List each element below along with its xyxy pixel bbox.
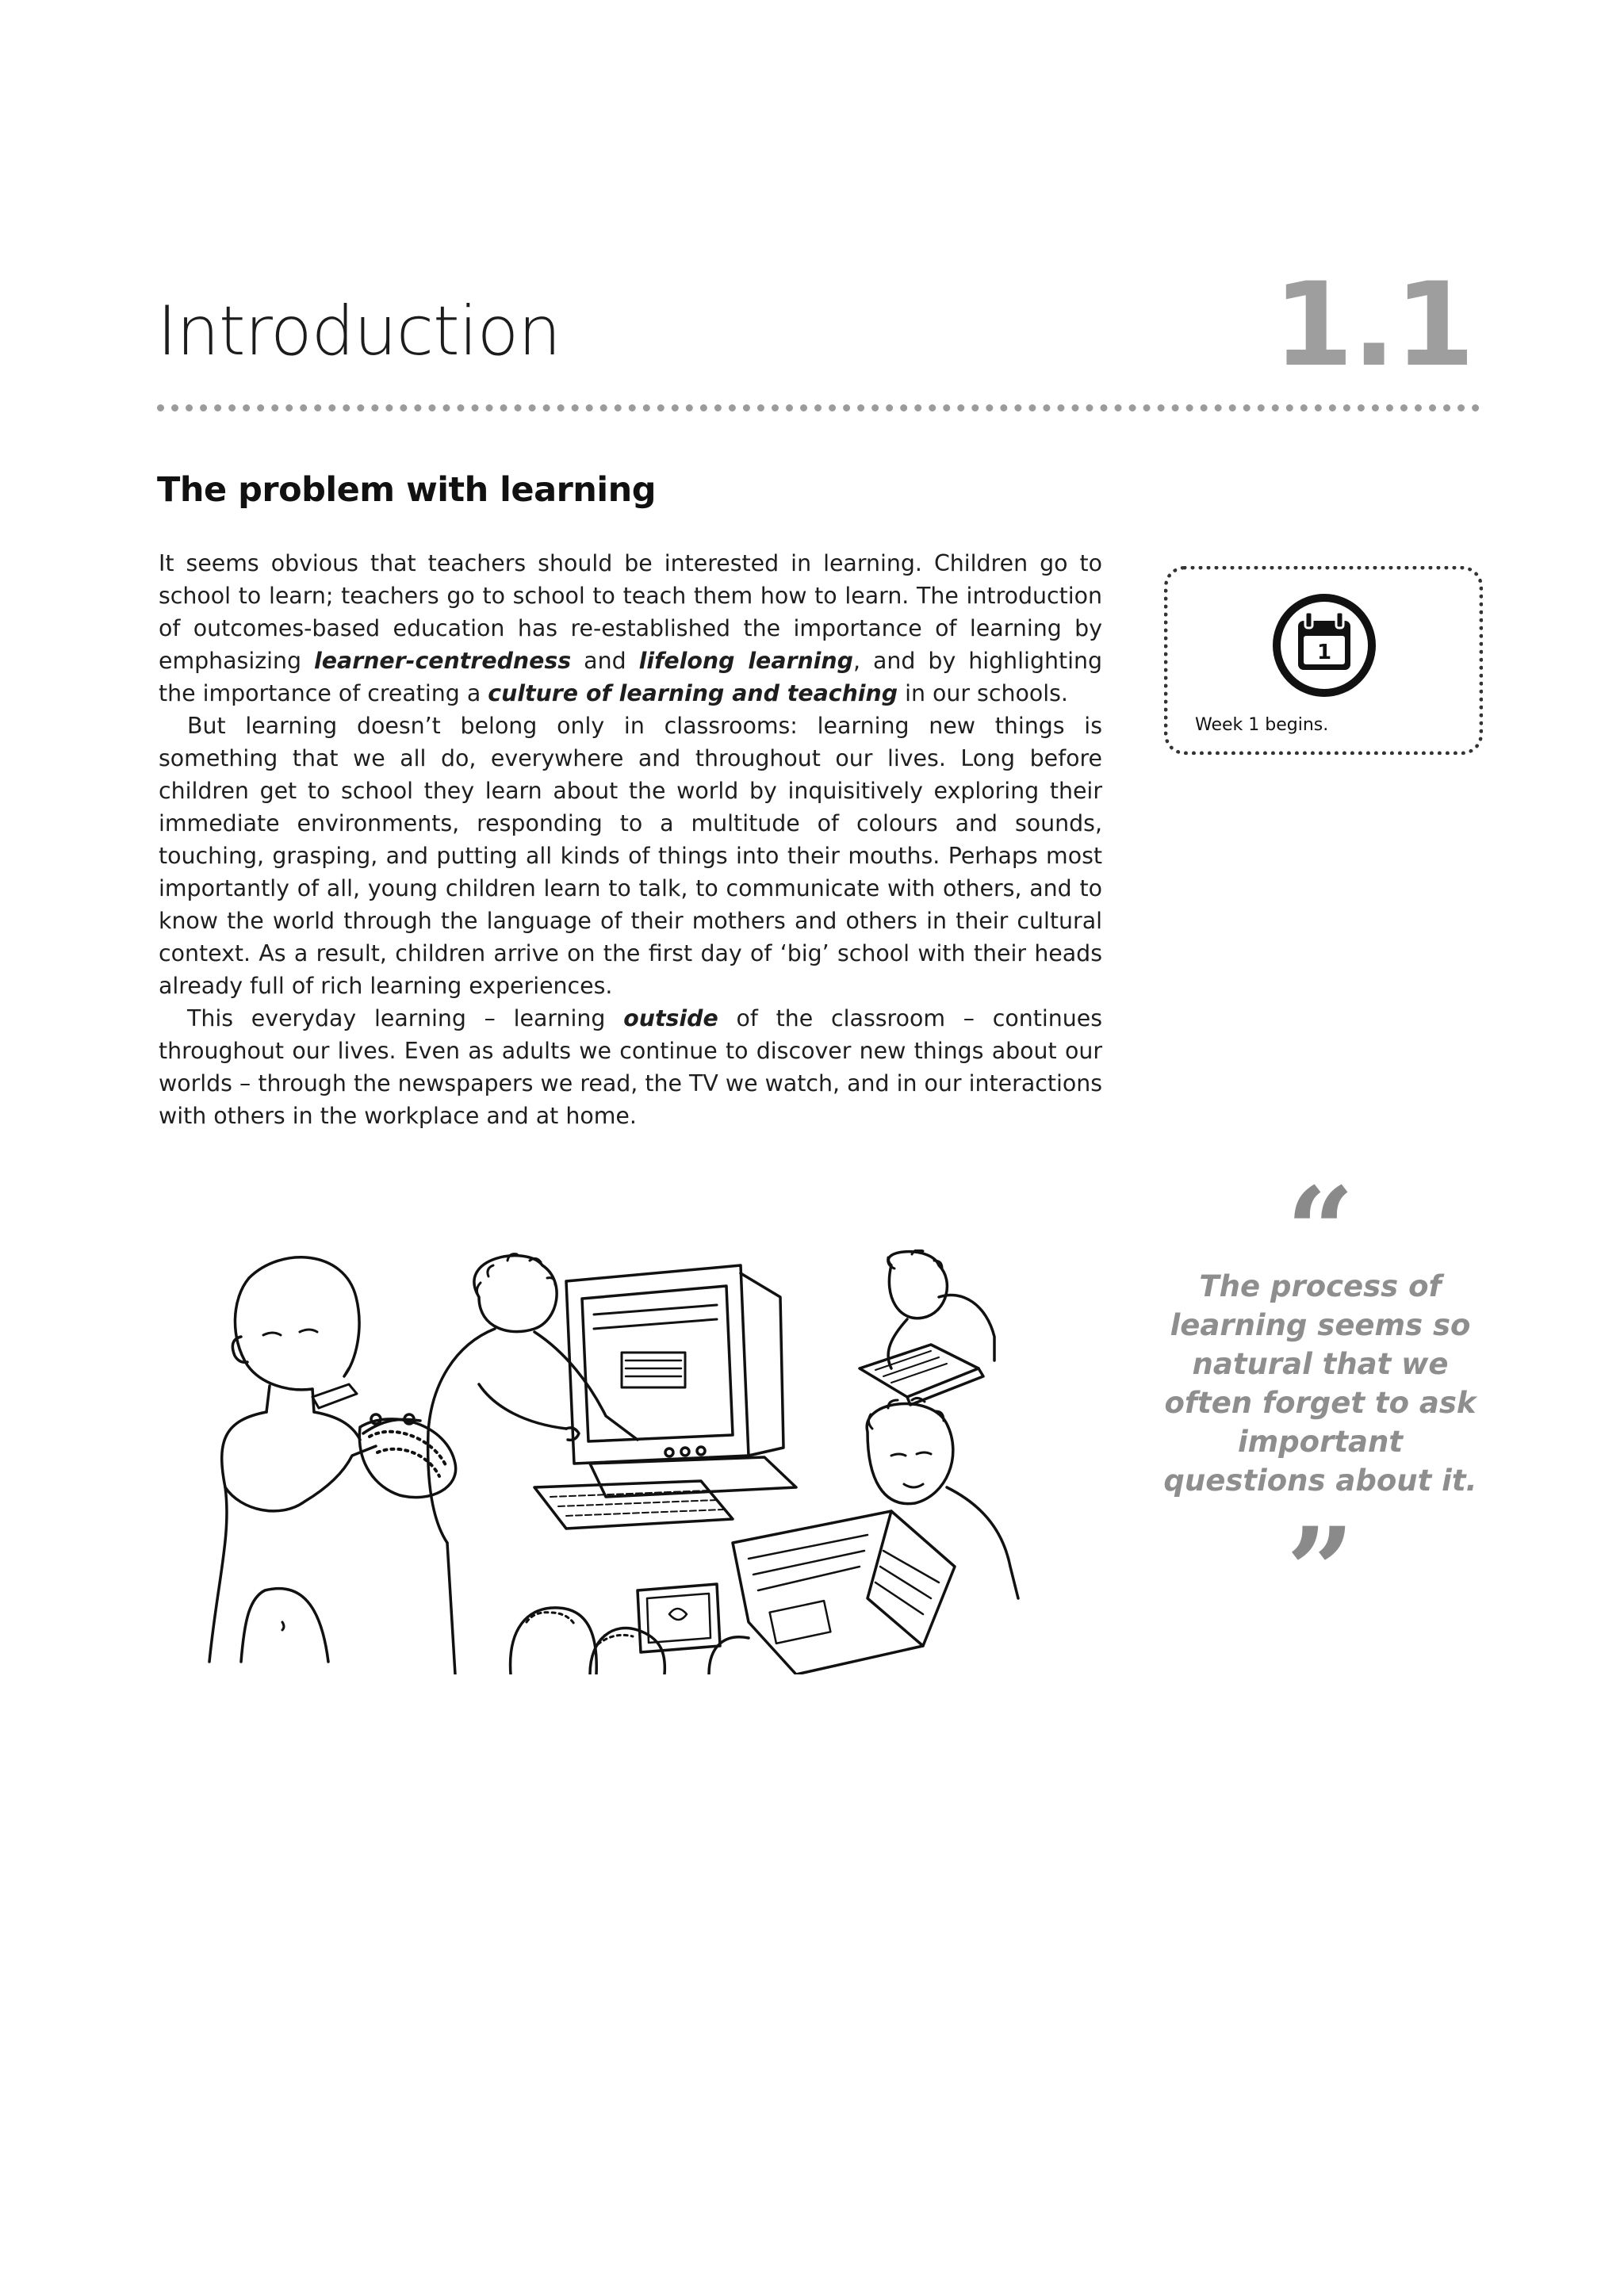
week-note-box <box>1164 566 1483 755</box>
title-divider <box>157 404 1480 411</box>
close-quote-mark: ” <box>1285 1502 1355 1641</box>
open-quote-mark: “ <box>1285 1161 1355 1301</box>
baby-figure <box>209 1257 456 1662</box>
paragraph: But learning doesn’t belong only in classrooms: learning new things is something that we all do, everywhere and throughout our lives. Long before children get to school they learn about the world by inquisitively exploring their immediate environments, responding to a multitude of colours and sounds, touching, grasping, and putting all kinds of things into their mouths. Perhaps most importantly of all, young children learn to talk, to communicate with others, and to know the world through the language of their mothers and others in their cultural context. As a result, children arrive on the first day of ‘big’ school with their heads already full of rich learning experiences. <box>159 713 1102 999</box>
pull-quote <box>1158 1161 1483 1641</box>
paragraph: It seems obvious that teachers should be interested in learning. Children go to school to learn; teachers go to school to teach them how to learn. The introduction of outcomes-based education has re-established the importance of learning by emphasizing learner-centredness and lifelong learning, and by highlighting the importance of creating a culture of learning and teaching in our schools. <box>159 550 1102 706</box>
paragraph: This everyday learning – learning outside of the classroom – continues throughout our lives. Even as adults we continue to discover new things about our worlds – through the newspapers we read, the TV we watch, and in our interactions with others in the workplace and at home. <box>159 1005 1102 1129</box>
child-reading-book <box>860 1250 994 1405</box>
section-heading: The problem with learning <box>157 470 657 510</box>
chapter-number: 1.1 <box>1273 258 1473 392</box>
child-reading-newspaper <box>733 1398 1018 1674</box>
pull-quote-text: The process of learning seems so natural that we often forget to ask important questions about it. <box>1163 1269 1477 1498</box>
calendar-number: 1 <box>1316 641 1332 664</box>
children-watching-tv <box>511 1584 749 1674</box>
calendar-icon <box>1271 592 1377 698</box>
child-at-computer <box>428 1254 796 1674</box>
week-label: Week 1 begins. <box>1195 715 1329 735</box>
body-text-upper <box>159 547 1102 1132</box>
chapter-title: Introduction <box>157 292 561 371</box>
children-learning-illustration <box>193 1249 1023 1674</box>
